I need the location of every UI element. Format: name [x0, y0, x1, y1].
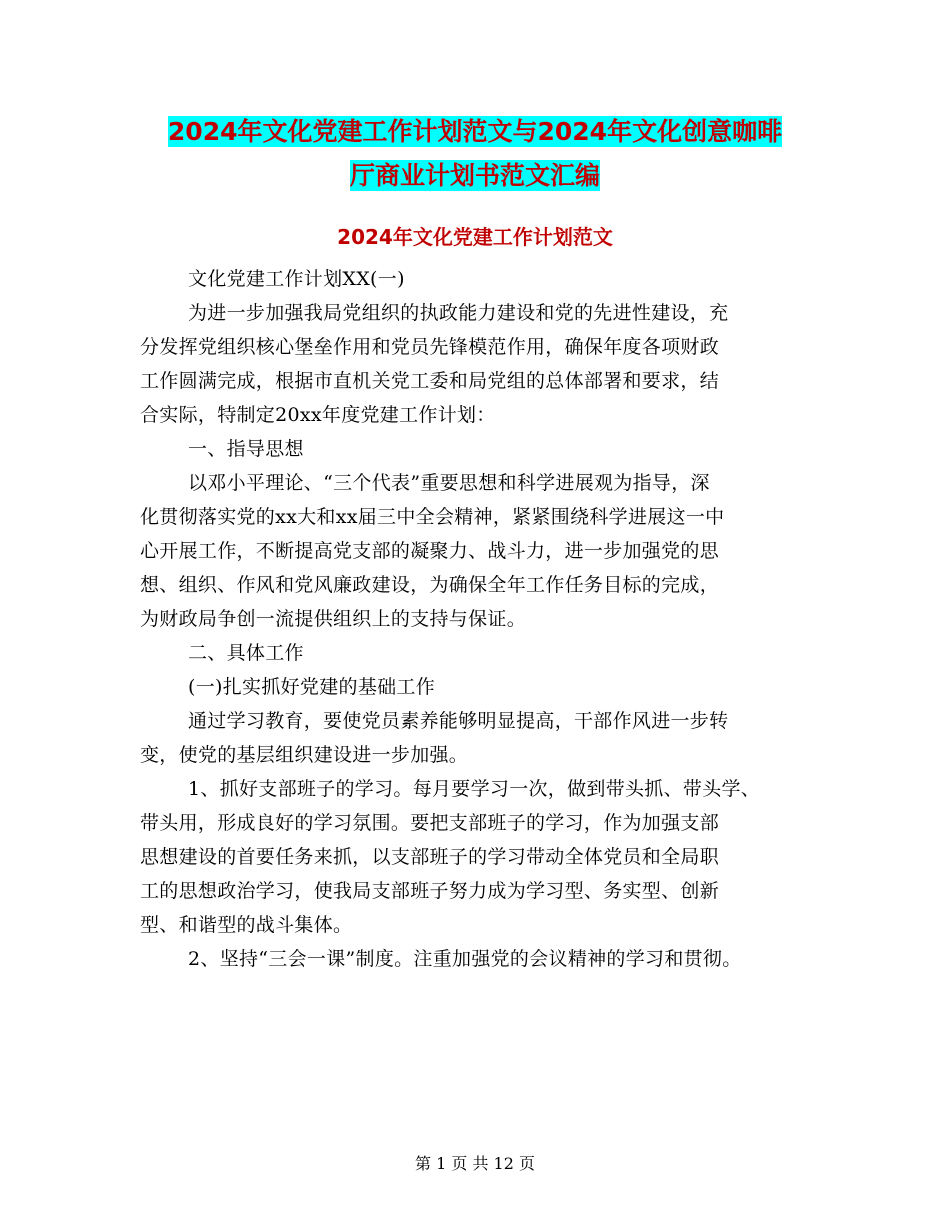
document-title-text-2: 厅商业计划书范文汇编: [349, 161, 600, 190]
body-line: 文化党建工作计划XX(一): [188, 268, 405, 290]
body-line: 工作圆满完成，根据市直机关党工委和局党组的总体部署和要求，结: [140, 370, 720, 392]
body-line: 为财政局争创一流提供组织上的支持与保证。: [140, 608, 527, 630]
body-line: 通过学习教育，要使党员素养能够明显提高，干部作风进一步转: [188, 710, 729, 732]
body-line: 型、和谐型的战斗集体。: [140, 914, 353, 936]
section-title: 2024年文化党建工作计划范文: [337, 225, 613, 249]
body-line: 一、指导思想: [188, 438, 304, 460]
document-title-line-1: [0, 111, 950, 153]
body-line: 带头用，形成良好的学习氛围。要把支部班子的学习，作为加强支部: [140, 812, 720, 834]
body-line: 1、抓好支部班子的学习。每月要学习一次，做到带头抓、带头学、: [188, 778, 761, 800]
body-line: 分发挥党组织核心堡垒作用和党员先锋模范作用，确保年度各项财政: [140, 336, 720, 358]
document-title-line-2: [0, 155, 950, 197]
body-line: 想、组织、作风和党风廉政建设，为确保全年工作任务目标的完成，: [140, 574, 720, 596]
body-line: 变，使党的基层组织建设进一步加强。: [140, 744, 469, 766]
page-footer: 第 1 页 共 12 页: [415, 1154, 535, 1173]
body-line: 2、坚持“三会一课”制度。注重加强党的会议精神的学习和贯彻。: [188, 948, 742, 970]
body-line: 二、具体工作: [188, 642, 304, 664]
body-line: 以邓小平理论、“三个代表”重要思想和科学进展观为指导，深: [188, 472, 710, 494]
body-line: 思想建设的首要任务来抓，以支部班子的学习带动全体党员和全局职: [140, 846, 720, 868]
body-line: 为进一步加强我局党组织的执政能力建设和党的先进性建设，充: [188, 302, 729, 324]
document-title-text-1: 2024年文化党建工作计划范文与2024年文化创意咖啡: [167, 117, 783, 146]
body-line: (一)扎实抓好党建的基础工作: [188, 676, 436, 698]
document-body: [140, 262, 830, 976]
body-line: 合实际，特制定20xx年度党建工作计划：: [140, 404, 496, 426]
body-line: 心开展工作，不断提高党支部的凝聚力、战斗力，进一步加强党的思: [140, 540, 720, 562]
body-line: 化贯彻落实党的xx大和xx届三中全会精神，紧紧围绕科学进展这一中: [140, 506, 725, 528]
body-line: 工的思想政治学习，使我局支部班子努力成为学习型、务实型、创新: [140, 880, 720, 902]
